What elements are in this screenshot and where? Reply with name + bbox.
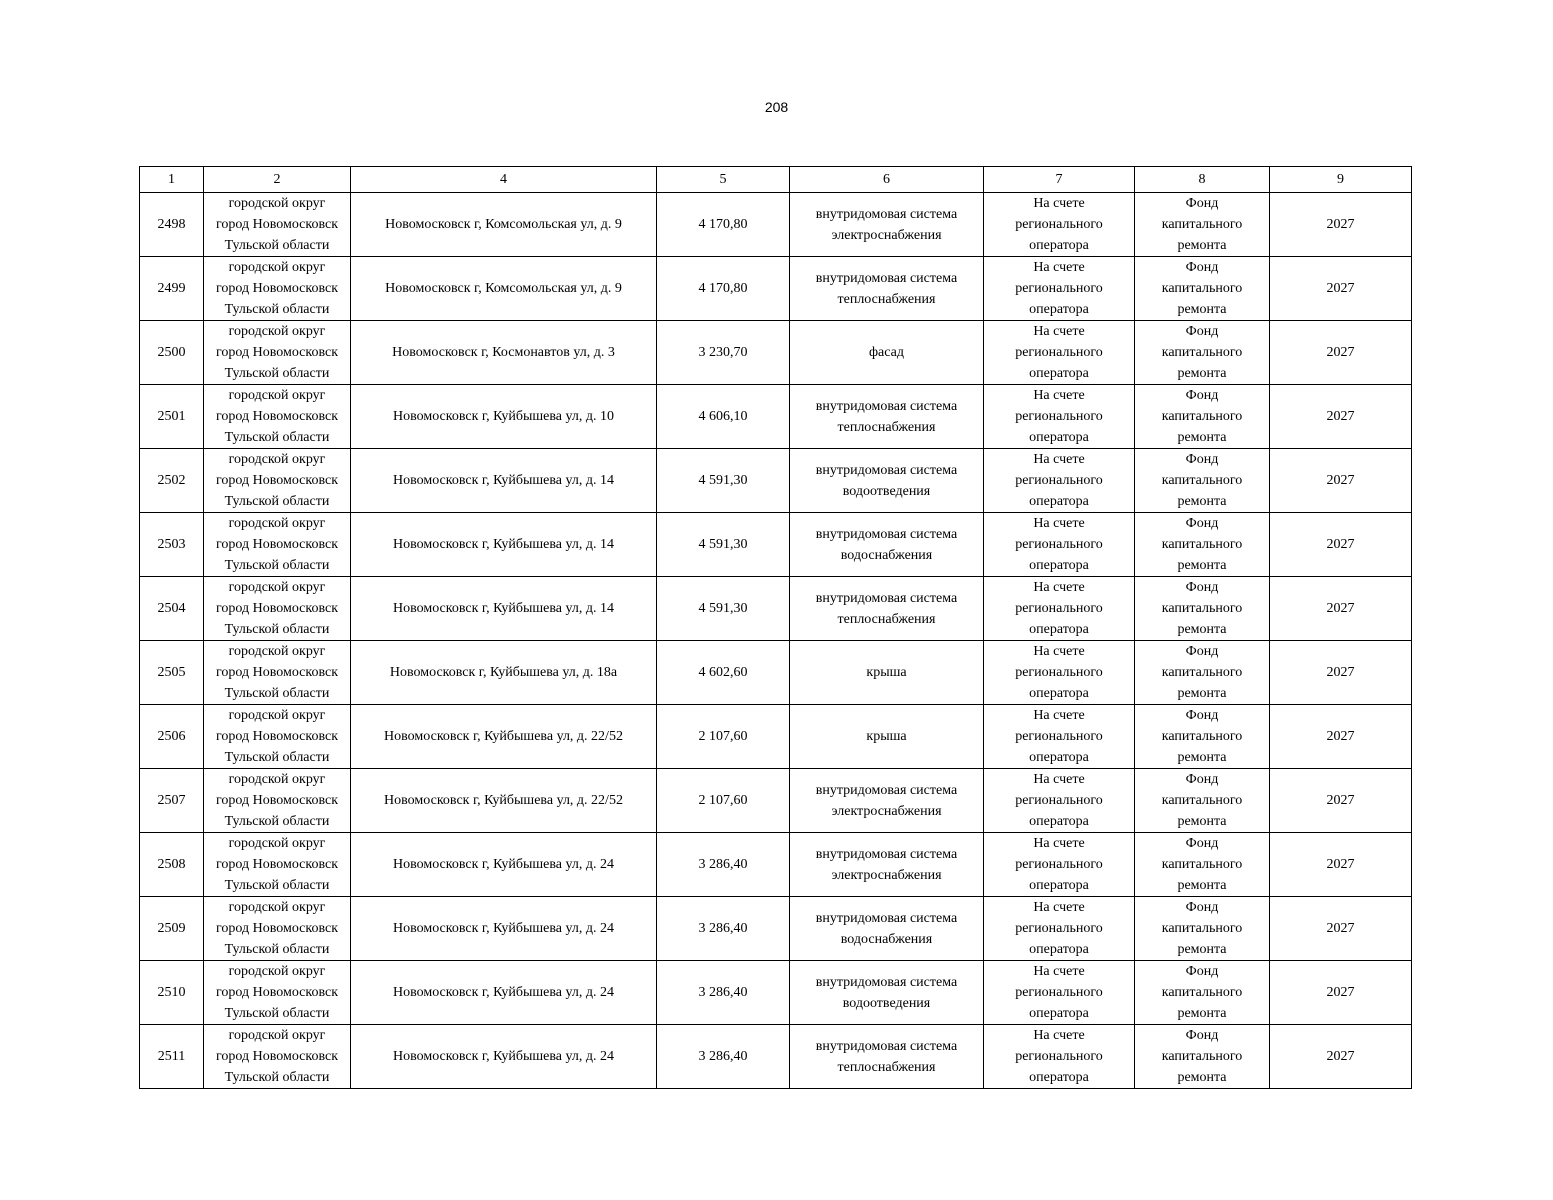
cell-municipality-line: город Новомосковск bbox=[215, 409, 339, 424]
cell-account-line: На счете bbox=[1033, 452, 1085, 467]
cell-municipality-line: городской округ bbox=[228, 1028, 326, 1043]
cell-municipality bbox=[204, 705, 351, 769]
cell-fund-line: капитального bbox=[1161, 601, 1243, 616]
table-row bbox=[140, 897, 1412, 961]
register-table bbox=[139, 166, 1412, 1089]
cell-fund-line: Фонд bbox=[1185, 452, 1219, 467]
cell-municipality-line: городской округ bbox=[228, 260, 326, 275]
cell-municipality-line: Тульской области bbox=[224, 814, 330, 829]
cell-fund-line: Фонд bbox=[1185, 516, 1219, 531]
table-row bbox=[140, 961, 1412, 1025]
cell-address: Новомосковск г, Куйбышева ул, д. 24 bbox=[351, 1025, 657, 1089]
cell-fund-line: капитального bbox=[1161, 537, 1243, 552]
cell-municipality bbox=[204, 897, 351, 961]
cell-work-type bbox=[790, 1025, 984, 1089]
cell-number: 2504 bbox=[140, 577, 204, 641]
cell-account-line: На счете bbox=[1033, 580, 1085, 595]
table-row bbox=[140, 769, 1412, 833]
cell-work-type-line: внутридомовая система bbox=[815, 1038, 958, 1054]
cell-fund bbox=[1135, 193, 1270, 257]
cell-fund-line: Фонд bbox=[1185, 580, 1219, 595]
cell-number: 2508 bbox=[140, 833, 204, 897]
cell-number: 2500 bbox=[140, 321, 204, 385]
cell-account bbox=[984, 193, 1135, 257]
cell-municipality bbox=[204, 833, 351, 897]
cell-municipality-line: городской округ bbox=[228, 644, 326, 659]
cell-year: 2027 bbox=[1270, 897, 1412, 961]
cell-work-type-line: внутридомовая система bbox=[815, 590, 958, 606]
cell-number: 2501 bbox=[140, 385, 204, 449]
cell-year: 2027 bbox=[1270, 513, 1412, 577]
cell-work-type-line: водоотведения bbox=[842, 483, 931, 499]
cell-work-type-line: внутридомовая система bbox=[815, 270, 958, 286]
cell-fund-line: ремонта bbox=[1177, 302, 1227, 317]
cell-municipality-line: Тульской области bbox=[224, 1006, 330, 1021]
cell-work-type-line: внутридомовая система bbox=[815, 974, 958, 990]
page-number: 208 bbox=[764, 99, 789, 115]
cell-work-type-line: крыша bbox=[866, 665, 907, 680]
cell-account-line: регионального bbox=[1015, 1049, 1103, 1064]
cell-work-type-line: внутридомовая система bbox=[815, 398, 958, 414]
table-row bbox=[140, 513, 1412, 577]
cell-number: 2502 bbox=[140, 449, 204, 513]
table-row bbox=[140, 833, 1412, 897]
cell-work-type-line: внутридомовая система bbox=[815, 910, 958, 926]
cell-municipality-line: городской округ bbox=[228, 964, 326, 979]
cell-work-type bbox=[790, 705, 984, 769]
cell-fund-line: ремонта bbox=[1177, 878, 1227, 893]
cell-municipality-line: Тульской области bbox=[224, 750, 330, 765]
cell-account-line: оператора bbox=[1029, 302, 1089, 317]
cell-municipality bbox=[204, 385, 351, 449]
cell-municipality-line: городской округ bbox=[228, 772, 326, 787]
cell-fund-line: Фонд bbox=[1185, 964, 1219, 979]
cell-year: 2027 bbox=[1270, 1025, 1412, 1089]
table-row bbox=[140, 705, 1412, 769]
cell-fund-line: капитального bbox=[1161, 921, 1243, 936]
cell-fund bbox=[1135, 577, 1270, 641]
cell-number: 2499 bbox=[140, 257, 204, 321]
cell-fund-line: Фонд bbox=[1185, 196, 1219, 211]
cell-municipality-line: городской округ bbox=[228, 708, 326, 723]
cell-municipality-line: город Новомосковск bbox=[215, 601, 339, 616]
cell-work-type bbox=[790, 897, 984, 961]
cell-work-type-line: водоснабжения bbox=[840, 931, 933, 947]
cell-account-line: оператора bbox=[1029, 430, 1089, 445]
cell-number: 2510 bbox=[140, 961, 204, 1025]
cell-fund bbox=[1135, 449, 1270, 513]
cell-work-type-line: внутридомовая система bbox=[815, 846, 958, 862]
cell-work-type-line: электроснабжения bbox=[831, 803, 942, 819]
cell-account bbox=[984, 1025, 1135, 1089]
cell-municipality-line: город Новомосковск bbox=[215, 473, 339, 488]
cell-fund bbox=[1135, 1025, 1270, 1089]
cell-year: 2027 bbox=[1270, 705, 1412, 769]
cell-account-line: регионального bbox=[1015, 793, 1103, 808]
cell-account-line: На счете bbox=[1033, 516, 1085, 531]
cell-area: 3 286,40 bbox=[657, 961, 790, 1025]
cell-fund bbox=[1135, 833, 1270, 897]
cell-fund-line: капитального bbox=[1161, 729, 1243, 744]
column-header: 4 bbox=[351, 167, 657, 193]
table-row bbox=[140, 1025, 1412, 1089]
cell-number: 2498 bbox=[140, 193, 204, 257]
cell-fund-line: Фонд bbox=[1185, 260, 1219, 275]
cell-municipality bbox=[204, 577, 351, 641]
cell-address: Новомосковск г, Куйбышева ул, д. 14 bbox=[351, 449, 657, 513]
cell-area: 4 591,30 bbox=[657, 577, 790, 641]
cell-work-type bbox=[790, 385, 984, 449]
cell-municipality bbox=[204, 513, 351, 577]
cell-account bbox=[984, 257, 1135, 321]
cell-fund-line: капитального bbox=[1161, 281, 1243, 296]
cell-municipality-line: город Новомосковск bbox=[215, 217, 339, 232]
cell-work-type bbox=[790, 257, 984, 321]
cell-year: 2027 bbox=[1270, 961, 1412, 1025]
cell-fund-line: Фонд bbox=[1185, 1028, 1219, 1043]
table-row bbox=[140, 385, 1412, 449]
cell-fund-line: ремонта bbox=[1177, 1006, 1227, 1021]
cell-municipality-line: город Новомосковск bbox=[215, 857, 339, 872]
column-header: 5 bbox=[657, 167, 790, 193]
column-header: 9 bbox=[1270, 167, 1412, 193]
column-header: 1 bbox=[140, 167, 204, 193]
cell-municipality-line: город Новомосковск bbox=[215, 537, 339, 552]
cell-account bbox=[984, 705, 1135, 769]
cell-account-line: оператора bbox=[1029, 238, 1089, 253]
cell-fund-line: Фонд bbox=[1185, 708, 1219, 723]
cell-year: 2027 bbox=[1270, 449, 1412, 513]
table-row bbox=[140, 641, 1412, 705]
cell-account-line: оператора bbox=[1029, 814, 1089, 829]
table-body bbox=[140, 167, 1412, 1089]
cell-municipality bbox=[204, 449, 351, 513]
cell-municipality-line: городской округ bbox=[228, 196, 326, 211]
cell-work-type-line: водоснабжения bbox=[840, 547, 933, 563]
cell-fund bbox=[1135, 769, 1270, 833]
cell-municipality-line: Тульской области bbox=[224, 686, 330, 701]
cell-work-type-line: теплоснабжения bbox=[837, 419, 936, 435]
cell-address: Новомосковск г, Куйбышева ул, д. 14 bbox=[351, 513, 657, 577]
cell-account-line: На счете bbox=[1033, 1028, 1085, 1043]
cell-fund-line: ремонта bbox=[1177, 750, 1227, 765]
table-row bbox=[140, 321, 1412, 385]
cell-municipality-line: Тульской области bbox=[224, 366, 330, 381]
table-row bbox=[140, 257, 1412, 321]
cell-fund-line: Фонд bbox=[1185, 644, 1219, 659]
cell-municipality bbox=[204, 1025, 351, 1089]
cell-account-line: регионального bbox=[1015, 473, 1103, 488]
cell-work-type bbox=[790, 641, 984, 705]
cell-municipality-line: город Новомосковск bbox=[215, 345, 339, 360]
cell-work-type-line: внутридомовая система bbox=[815, 462, 958, 478]
cell-municipality-line: город Новомосковск bbox=[215, 793, 339, 808]
cell-year: 2027 bbox=[1270, 321, 1412, 385]
cell-work-type bbox=[790, 961, 984, 1025]
cell-municipality-line: городской округ bbox=[228, 900, 326, 915]
cell-municipality-line: городской округ bbox=[228, 516, 326, 531]
cell-number: 2503 bbox=[140, 513, 204, 577]
cell-municipality-line: Тульской области bbox=[224, 942, 330, 957]
column-header: 6 bbox=[790, 167, 984, 193]
cell-account-line: регионального bbox=[1015, 601, 1103, 616]
cell-municipality-line: городской округ bbox=[228, 580, 326, 595]
cell-address: Новомосковск г, Куйбышева ул, д. 24 bbox=[351, 833, 657, 897]
cell-area: 2 107,60 bbox=[657, 705, 790, 769]
cell-municipality-line: город Новомосковск bbox=[215, 921, 339, 936]
cell-work-type-line: теплоснабжения bbox=[837, 1059, 936, 1075]
cell-municipality bbox=[204, 961, 351, 1025]
cell-account-line: регионального bbox=[1015, 665, 1103, 680]
cell-municipality-line: город Новомосковск bbox=[215, 985, 339, 1000]
cell-account bbox=[984, 769, 1135, 833]
cell-fund bbox=[1135, 257, 1270, 321]
cell-municipality-line: городской округ bbox=[228, 836, 326, 851]
column-header: 7 bbox=[984, 167, 1135, 193]
cell-municipality bbox=[204, 257, 351, 321]
cell-work-type bbox=[790, 769, 984, 833]
cell-fund-line: капитального bbox=[1161, 1049, 1243, 1064]
table-row bbox=[140, 449, 1412, 513]
cell-municipality-line: Тульской области bbox=[224, 238, 330, 253]
cell-fund-line: капитального bbox=[1161, 473, 1243, 488]
cell-municipality-line: Тульской области bbox=[224, 430, 330, 445]
cell-work-type bbox=[790, 321, 984, 385]
cell-account bbox=[984, 897, 1135, 961]
cell-municipality-line: городской округ bbox=[228, 388, 326, 403]
cell-account bbox=[984, 833, 1135, 897]
cell-fund-line: ремонта bbox=[1177, 686, 1227, 701]
cell-work-type bbox=[790, 513, 984, 577]
cell-account-line: регионального bbox=[1015, 409, 1103, 424]
cell-account-line: На счете bbox=[1033, 260, 1085, 275]
cell-fund bbox=[1135, 321, 1270, 385]
cell-fund bbox=[1135, 705, 1270, 769]
cell-work-type bbox=[790, 449, 984, 513]
cell-area: 2 107,60 bbox=[657, 769, 790, 833]
cell-area: 4 606,10 bbox=[657, 385, 790, 449]
cell-area: 4 591,30 bbox=[657, 449, 790, 513]
cell-account-line: На счете bbox=[1033, 772, 1085, 787]
cell-work-type-line: крыша bbox=[866, 729, 907, 744]
header-row bbox=[140, 167, 1412, 193]
cell-year: 2027 bbox=[1270, 193, 1412, 257]
cell-number: 2507 bbox=[140, 769, 204, 833]
cell-work-type bbox=[790, 193, 984, 257]
cell-address: Новомосковск г, Куйбышева ул, д. 24 bbox=[351, 897, 657, 961]
cell-number: 2505 bbox=[140, 641, 204, 705]
cell-account-line: регионального bbox=[1015, 729, 1103, 744]
cell-account-line: На счете bbox=[1033, 836, 1085, 851]
cell-work-type-line: электроснабжения bbox=[831, 867, 942, 883]
cell-address: Новомосковск г, Куйбышева ул, д. 22/52 bbox=[351, 705, 657, 769]
cell-account-line: оператора bbox=[1029, 1006, 1089, 1021]
cell-address: Новомосковск г, Комсомольская ул, д. 9 bbox=[351, 257, 657, 321]
cell-account-line: На счете bbox=[1033, 900, 1085, 915]
cell-fund-line: ремонта bbox=[1177, 494, 1227, 509]
cell-address: Новомосковск г, Куйбышева ул, д. 10 bbox=[351, 385, 657, 449]
cell-account-line: На счете bbox=[1033, 644, 1085, 659]
cell-account-line: оператора bbox=[1029, 494, 1089, 509]
cell-account-line: На счете bbox=[1033, 708, 1085, 723]
cell-fund bbox=[1135, 641, 1270, 705]
cell-account-line: регионального bbox=[1015, 921, 1103, 936]
cell-number: 2509 bbox=[140, 897, 204, 961]
cell-fund-line: Фонд bbox=[1185, 324, 1219, 339]
cell-municipality-line: городской округ bbox=[228, 452, 326, 467]
cell-municipality-line: Тульской области bbox=[224, 622, 330, 637]
cell-fund-line: ремонта bbox=[1177, 942, 1227, 957]
table-row bbox=[140, 577, 1412, 641]
cell-work-type-line: теплоснабжения bbox=[837, 611, 936, 627]
cell-year: 2027 bbox=[1270, 641, 1412, 705]
cell-account-line: регионального bbox=[1015, 217, 1103, 232]
cell-municipality-line: город Новомосковск bbox=[215, 729, 339, 744]
cell-account-line: оператора bbox=[1029, 622, 1089, 637]
cell-municipality bbox=[204, 769, 351, 833]
cell-account bbox=[984, 641, 1135, 705]
cell-account-line: На счете bbox=[1033, 964, 1085, 979]
cell-account bbox=[984, 577, 1135, 641]
cell-fund bbox=[1135, 513, 1270, 577]
cell-account-line: оператора bbox=[1029, 750, 1089, 765]
cell-address: Новомосковск г, Куйбышева ул, д. 22/52 bbox=[351, 769, 657, 833]
cell-municipality bbox=[204, 321, 351, 385]
cell-address: Новомосковск г, Куйбышева ул, д. 24 bbox=[351, 961, 657, 1025]
cell-area: 3 286,40 bbox=[657, 897, 790, 961]
cell-account bbox=[984, 321, 1135, 385]
cell-account-line: оператора bbox=[1029, 942, 1089, 957]
cell-area: 4 602,60 bbox=[657, 641, 790, 705]
cell-account-line: регионального bbox=[1015, 857, 1103, 872]
cell-fund-line: ремонта bbox=[1177, 1070, 1227, 1085]
cell-account-line: оператора bbox=[1029, 366, 1089, 381]
cell-address: Новомосковск г, Куйбышева ул, д. 18а bbox=[351, 641, 657, 705]
cell-municipality bbox=[204, 641, 351, 705]
cell-account-line: регионального bbox=[1015, 537, 1103, 552]
cell-work-type-line: фасад bbox=[868, 345, 904, 360]
cell-municipality-line: Тульской области bbox=[224, 558, 330, 573]
cell-address: Новомосковск г, Комсомольская ул, д. 9 bbox=[351, 193, 657, 257]
cell-fund-line: капитального bbox=[1161, 857, 1243, 872]
cell-account-line: оператора bbox=[1029, 878, 1089, 893]
cell-fund bbox=[1135, 961, 1270, 1025]
cell-fund-line: ремонта bbox=[1177, 814, 1227, 829]
cell-municipality bbox=[204, 193, 351, 257]
cell-account-line: регионального bbox=[1015, 985, 1103, 1000]
cell-fund bbox=[1135, 385, 1270, 449]
cell-area: 4 591,30 bbox=[657, 513, 790, 577]
cell-area: 3 286,40 bbox=[657, 1025, 790, 1089]
cell-area: 3 230,70 bbox=[657, 321, 790, 385]
cell-account-line: регионального bbox=[1015, 345, 1103, 360]
cell-municipality-line: город Новомосковск bbox=[215, 665, 339, 680]
cell-account-line: оператора bbox=[1029, 558, 1089, 573]
cell-area: 3 286,40 bbox=[657, 833, 790, 897]
table-row bbox=[140, 193, 1412, 257]
cell-address: Новомосковск г, Куйбышева ул, д. 14 bbox=[351, 577, 657, 641]
cell-year: 2027 bbox=[1270, 769, 1412, 833]
cell-fund-line: капитального bbox=[1161, 217, 1243, 232]
cell-number: 2506 bbox=[140, 705, 204, 769]
cell-work-type-line: внутридомовая система bbox=[815, 782, 958, 798]
cell-year: 2027 bbox=[1270, 833, 1412, 897]
cell-fund-line: капитального bbox=[1161, 793, 1243, 808]
cell-account-line: На счете bbox=[1033, 196, 1085, 211]
cell-fund-line: капитального bbox=[1161, 345, 1243, 360]
cell-fund-line: ремонта bbox=[1177, 622, 1227, 637]
cell-municipality-line: Тульской области bbox=[224, 302, 330, 317]
cell-fund-line: ремонта bbox=[1177, 558, 1227, 573]
cell-work-type-line: электроснабжения bbox=[831, 227, 942, 243]
cell-municipality-line: городской округ bbox=[228, 324, 326, 339]
cell-fund bbox=[1135, 897, 1270, 961]
cell-fund-line: Фонд bbox=[1185, 900, 1219, 915]
cell-fund-line: ремонта bbox=[1177, 366, 1227, 381]
cell-fund-line: Фонд bbox=[1185, 836, 1219, 851]
cell-area: 4 170,80 bbox=[657, 193, 790, 257]
cell-fund-line: ремонта bbox=[1177, 238, 1227, 253]
cell-work-type-line: водоотведения bbox=[842, 995, 931, 1011]
cell-area: 4 170,80 bbox=[657, 257, 790, 321]
cell-municipality-line: Тульской области bbox=[224, 1070, 330, 1085]
cell-municipality-line: Тульской области bbox=[224, 878, 330, 893]
cell-year: 2027 bbox=[1270, 257, 1412, 321]
cell-fund-line: капитального bbox=[1161, 985, 1243, 1000]
cell-fund-line: Фонд bbox=[1185, 772, 1219, 787]
cell-work-type-line: теплоснабжения bbox=[837, 291, 936, 307]
cell-fund-line: ремонта bbox=[1177, 430, 1227, 445]
cell-number: 2511 bbox=[140, 1025, 204, 1089]
cell-fund-line: капитального bbox=[1161, 409, 1243, 424]
cell-account-line: оператора bbox=[1029, 1070, 1089, 1085]
cell-work-type bbox=[790, 833, 984, 897]
cell-account-line: На счете bbox=[1033, 388, 1085, 403]
cell-address: Новомосковск г, Космонавтов ул, д. 3 bbox=[351, 321, 657, 385]
column-header: 8 bbox=[1135, 167, 1270, 193]
cell-account-line: оператора bbox=[1029, 686, 1089, 701]
cell-account-line: регионального bbox=[1015, 281, 1103, 296]
cell-account bbox=[984, 961, 1135, 1025]
cell-fund-line: капитального bbox=[1161, 665, 1243, 680]
cell-work-type-line: внутридомовая система bbox=[815, 526, 958, 542]
column-header: 2 bbox=[204, 167, 351, 193]
cell-account-line: На счете bbox=[1033, 324, 1085, 339]
cell-work-type bbox=[790, 577, 984, 641]
cell-account bbox=[984, 385, 1135, 449]
cell-work-type-line: внутридомовая система bbox=[815, 206, 958, 222]
cell-municipality-line: город Новомосковск bbox=[215, 281, 339, 296]
cell-fund-line: Фонд bbox=[1185, 388, 1219, 403]
cell-municipality-line: город Новомосковск bbox=[215, 1049, 339, 1064]
cell-account bbox=[984, 513, 1135, 577]
cell-year: 2027 bbox=[1270, 577, 1412, 641]
cell-year: 2027 bbox=[1270, 385, 1412, 449]
cell-account bbox=[984, 449, 1135, 513]
cell-municipality-line: Тульской области bbox=[224, 494, 330, 509]
